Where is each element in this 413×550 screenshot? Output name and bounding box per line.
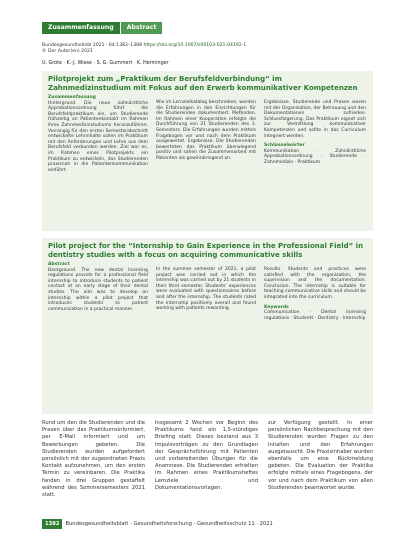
doi-link[interactable]: https://doi.org/10.1007/s00103-021-04192-1: [143, 43, 247, 48]
footer-journal: Bundesgesundheitsblatt - Gesundheitsforschung - Gesundheitsschutz 11 · 2021: [65, 521, 273, 527]
body-col-1: Rund um den die Studierenden und die Praxen über das Praktikumsinformiert, per E-Mail informiert und um Bewerbungen gebeten. Die Studierenden wurden aufgefordert persönlich mit der zugeordneten Praxis Kontakt aufzunehmen, um den ersten Termin zu vereinbaren. Die Praktika fanden in drei Gruppen gestaffelt während des Sommersemesters 2021 statt.: [42, 420, 145, 499]
german-col-3: [264, 100, 366, 166]
english-col-3: [264, 267, 366, 321]
english-col-1-text: Background. The new dental licensing regulations provide for a professional field internship to introduce students to patient contact at an early stage of their dental studies. The aim was to develop an internship within a pilot project that introduces students to patient communication in a practical manner.: [48, 267, 148, 312]
authors: U. Grote · K.-J. Wiese · S. G. Gummert · K. Herminger: [42, 61, 169, 66]
body-col-3: zur Verfügung gestellt. In einer persönlichen Nachbesprechung mit den Studierenden wurden Fragen zu den Inhalten und den Erfahrungen ausgetauscht. Die Praxisinhaber wurden ebenfalls um eine Rückmeldung gebeten. Die Evaluation der Praktika erfolgte mittels eines Fragebogens, der vor und nach dem Praktikum von allen Studierenden beantwortet wurde.: [268, 420, 373, 491]
citation-block: [42, 43, 246, 55]
german-heading: Zusammenfassung: [48, 95, 96, 100]
german-title: Pilotprojekt zum „Praktikum der Berufsfeldverbindung“ im Zahnmedizinstudium mit Fokus auf den Erwerb kommunikativer Kompetenzen: [48, 75, 358, 92]
german-col-2: Wie im Lernzielkatalog beschrieben, werden die Erfahrungen in den Einrichtungen für die Studierenden dokumentiert. Methoden. Im Rahmen einer Kooperation erfolgte die Durchführung von 21 Studierenden des 3. Semesters. Die Erfahrungen wurden mittels Fragebogen vor und nach dem Praktikum ausgewertet. Ergebnisse. Die Studierenden bewerteten das Praktikum überwiegend positiv und sahen die Zusammenarbeit mit Patienten als gewinnbringend an.: [156, 100, 256, 161]
english-abstract-box: [42, 238, 373, 414]
german-col-1: [48, 95, 148, 173]
page-number: 1382: [42, 519, 62, 529]
german-keywords-heading: Schlüsselwörter: [264, 143, 305, 149]
english-keywords-heading: Keywords: [264, 304, 289, 310]
journal-line: Bundesgesundheitsbl 2021 · 64:1382–1388: [42, 43, 142, 48]
english-col-3-text: Results. Students and practices were satisfied with the organization, the supervision and the documentation. Conclusion. The internship is suitable for teaching communicative skills and should be integrated into the curriculum.: [264, 267, 366, 300]
english-col-1: [48, 262, 148, 312]
tab-abstract: Abstract: [121, 22, 163, 34]
english-title: Pilot project for the “Internship to Gain Experience in the Professional Field” in dentistry studies with a focus on acquiring communicative skills: [48, 242, 364, 259]
german-keywords: Kommunikation · Zahnärztliche Approbationsordnung · Studierende · Zahnmedizin · Praktikum: [264, 148, 366, 165]
english-col-2: In the summer semester of 2021, a pilot project was carried out in which the internship was carried out by 21 students in their third semester. Students' experiences were evaluated with questionnaires before and after the internship. The students rated the internship positively overall and found working with patients rewarding.: [156, 267, 256, 312]
german-summary-box: [42, 71, 373, 231]
german-col-3-text: Ergebnisse. Studierende und Praxen waren mit der Organisation, der Betreuung und den Dokumentationen zufrieden. Schlussfolgerung. Das Praktikum eignet sich zur Vermittlung kommunikativer Kompetenzen und sollte in das Curriculum integriert werden.: [264, 100, 366, 139]
copyright: © Der Autor(en) 2021: [42, 49, 93, 54]
body-col-2: Insgesamt 2 Wochen vor Beginn des Praktikums fand ein 1,5-stündiges Briefing statt. Dieses bestand aus 3 Impulsvorträgen zu den Grundlagen der Gesprächsführung mit Patienten und vorbereitenden Übungen für die Anamnese. Die Studierenden erhielten im Rahmen eines Praktikumsheftes Lernziele und Dokumentationsvorlagen.: [155, 420, 258, 491]
tab-zusammenfassung: Zusammenfassung: [42, 22, 120, 34]
page-footer: [42, 519, 273, 529]
english-heading: Abstract: [48, 262, 70, 267]
section-tabs: [42, 22, 162, 34]
german-col-1-text: Hintergrund. Die neue zahnärztliche Approbationsordnung führt die Berufsfeldpraktikum ein, um Studierende frühzeitig an Patientenkontakt im Rahmen ihres Zahnmedizinstudiums heranzuführen. Vorrangig für den ersten Semesterabschnitt entwickelte Lehrinhalte sollen im Praktikum mit den Anforderungen und Lehre aus dem Berufsfeld verbunden werden. Ziel war es, im Rahmen eines Pilotprojekts ein Praktikum zu entwickeln, das Studierenden praxisnah in die Patientenkommunikation einführt.: [48, 100, 148, 173]
english-keywords: Communication · Dental licensing regulations · Students · Dentistry · Internship: [264, 310, 366, 321]
